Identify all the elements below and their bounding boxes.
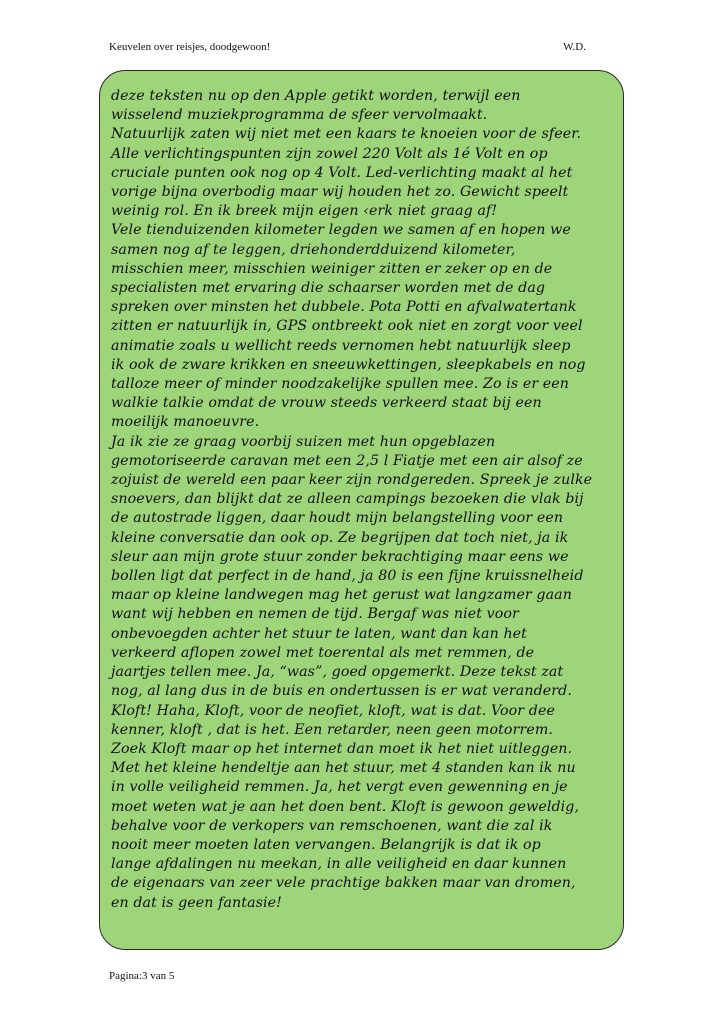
- text-line: bollen ligt dat perfect in de hand, ja 80 is een fijne kruissnelheid: [111, 568, 584, 585]
- text-line: walkie talkie omdat de vrouw steeds verkeerd staat bij een: [111, 395, 542, 412]
- text-line: lange afdalingen nu meekan, in alle veiligheid en daar kunnen: [111, 856, 567, 873]
- text-line: snoevers, dan blijkt dat ze alleen campings bezoeken die vlak bij: [111, 491, 584, 508]
- text-line: Alle verlichtingspunten zijn zowel 220 Volt als 1é Volt en op: [111, 145, 548, 162]
- text-line: maar op kleine landwegen mag het gerust wat langzamer gaan: [111, 587, 572, 604]
- text-line: nog, al lang dus in de buis en ondertussen is er wat veranderd.: [111, 683, 572, 700]
- text-line: animatie zoals u wellicht reeds vernomen hebt natuurlijk sleep: [111, 337, 571, 354]
- text-line: vorige bijna overbodig maar wij houden het zo. Gewicht speelt: [111, 184, 569, 201]
- text-line: de eigenaars van zeer vele prachtige bakken maar van dromen,: [111, 875, 576, 892]
- text-line: verkeerd aflopen zowel met toerental als met remmen, de: [111, 644, 535, 661]
- text-line: moet weten wat je aan het doen bent. Kloft is gewoon geweldig,: [111, 798, 580, 815]
- document-title: Keuvelen over reisjes, doodgewoon!: [109, 41, 271, 53]
- text-line: Natuurlijk zaten wij niet met een kaars te knoeien voor de sfeer.: [111, 126, 582, 143]
- text-line: en dat is geen fantasie!: [111, 894, 282, 911]
- text-line: onbevoegden achter het stuur te laten, want dan kan het: [111, 625, 527, 642]
- author-initials: W.D.: [563, 41, 586, 53]
- text-line: sleur aan mijn grote stuur zonder bekrachtiging maar eens we: [111, 548, 569, 565]
- text-line: weinig rol. En ik breek mijn eigen ‹erk niet graag af!: [111, 203, 498, 220]
- text-line: kenner, kloft , dat is het. Een retarder, neen geen motorrem.: [111, 721, 553, 738]
- text-line: Ja ik zie ze graag voorbij suizen met hun opgeblazen: [111, 433, 496, 450]
- text-line: talloze meer of minder noodzakelijke spullen mee. Zo is er een: [111, 376, 570, 393]
- text-line: behalve voor de verkopers van remschoenen, want die zal ik: [111, 817, 553, 834]
- text-line: samen nog af te leggen, driehonderdduizend kilometer,: [111, 241, 516, 258]
- text-line: Kloft! Haha, Kloft, voor de neofiet, kloft, wat is dat. Voor dee: [111, 702, 555, 719]
- text-line: misschien meer, misschien weiniger zitten er zeker op en de: [111, 260, 553, 277]
- text-line: zojuist de wereld een paar keer zijn rondgereden. Spreek je zulke: [111, 472, 593, 489]
- text-line: in volle veiligheid remmen. Ja, het vergt even gewenning en je: [111, 779, 568, 796]
- body-text: [111, 87, 616, 913]
- text-line: Met het kleine hendeltje aan het stuur, met 4 standen kan ik nu: [111, 760, 576, 777]
- text-line: gemotoriseerde caravan met een 2,5 l Fiatje met een air alsof ze: [111, 452, 583, 469]
- text-line: kleine conversatie dan ook op. Ze begrijpen dat toch niet, ja ik: [111, 529, 569, 546]
- text-line: specialisten met ervaring die schaarser worden met de dag: [111, 280, 546, 297]
- text-line: moeilijk manoeuvre.: [111, 414, 260, 431]
- text-line: ik ook de zware krikken en sneeuwkettingen, sleepkabels en nog: [111, 356, 586, 373]
- text-line: de autostrade liggen, daar houdt mijn belangstelling voor een: [111, 510, 564, 527]
- text-line: zitten er natuurlijk in, GPS ontbreekt ook niet en zorgt voor veel: [111, 318, 583, 335]
- text-line: spreken over minsten het dubbele. Pota Potti en afvalwatertank: [111, 299, 577, 316]
- text-line: jaartjes tellen mee. Ja, “was”, goed opgemerkt. Deze tekst zat: [111, 664, 564, 681]
- text-line: deze teksten nu op den Apple getikt worden, terwijl een: [111, 88, 521, 104]
- text-line: Zoek Kloft maar op het internet dan moet ik het niet uitleggen.: [111, 740, 573, 757]
- text-line: nooit meer moeten laten vervangen. Belangrijk is dat ik op: [111, 836, 541, 853]
- text-line: Vele tienduizenden kilometer legden we samen af en hopen we: [111, 222, 571, 239]
- text-line: want wij hebben en nemen de tijd. Bergaf was niet voor: [111, 606, 519, 623]
- page-number: Pagina:3 van 5: [109, 970, 175, 982]
- text-line: cruciale punten ook nog op 4 Volt. Led-verlichting maakt al het: [111, 164, 573, 181]
- text-line: wisselend muziekprogramma de sfeer vervolmaakt.: [111, 107, 488, 124]
- text-box: [99, 70, 624, 950]
